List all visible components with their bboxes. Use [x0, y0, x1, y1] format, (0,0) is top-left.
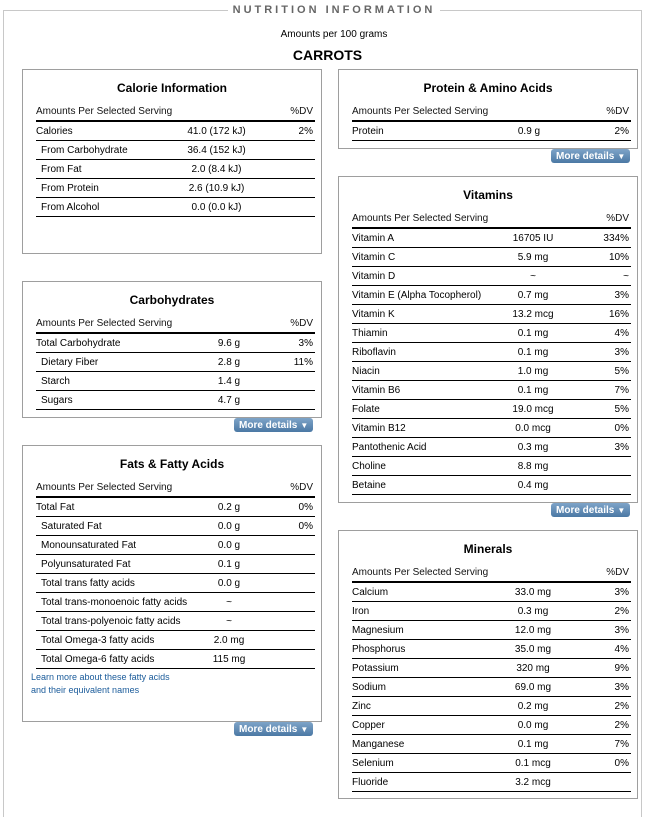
table-header: [36, 479, 315, 498]
nutrient-row: [352, 773, 631, 792]
nutrient-amount: ~: [226, 615, 232, 627]
nutrient-amount: 2.6 (10.9 kJ): [188, 182, 245, 194]
nutrient-amount: 115 mg: [212, 653, 246, 665]
nutrient-dv: 7%: [614, 384, 629, 396]
serving-label: Amounts Per Selected Serving: [352, 106, 489, 117]
nutrient-name: From Alcohol: [41, 201, 100, 213]
nutrient-amount: 33.0 mg: [514, 586, 552, 598]
nutrient-amount: 0.0 (0.0 kJ): [191, 201, 242, 213]
calorie-panel-title: Calorie Information: [116, 81, 227, 95]
nutrient-amount: 8.8 mg: [517, 460, 549, 472]
table-header: [352, 210, 631, 229]
table-header: [352, 564, 631, 583]
nutrient-amount: 0.0 g: [217, 577, 241, 589]
vitamins-more-details-button[interactable]: [551, 503, 630, 517]
nutrient-row: [36, 122, 315, 141]
nutrient-row: [36, 160, 315, 179]
nutrient-amount: 5.9 mg: [517, 251, 549, 263]
nutrient-name: Vitamin E (Alpha Tocopherol): [352, 289, 482, 301]
serving-label: Amounts Per Selected Serving: [36, 318, 173, 329]
more-details-label: More details: [239, 419, 298, 431]
nutrient-amount: ~: [530, 270, 536, 282]
nutrient-dv: 3%: [298, 337, 313, 349]
nutrient-name: Dietary Fiber: [41, 356, 99, 368]
nutrient-amount: 0.1 mg: [517, 327, 549, 339]
nutrient-row: [352, 229, 631, 248]
nutrient-dv: 0%: [298, 520, 313, 532]
carbohydrates-table: [36, 315, 315, 410]
nutrient-dv: 16%: [608, 308, 629, 320]
nutrient-amount: 0.0 mg: [517, 719, 549, 731]
dv-header: %DV: [606, 213, 629, 224]
nutrient-dv: 10%: [608, 251, 629, 263]
protein-table: [352, 103, 631, 141]
nutrient-row: [352, 286, 631, 305]
nutrient-name: From Fat: [41, 163, 82, 175]
nutrient-name: Total trans-polyenoic fatty acids: [41, 615, 181, 627]
nutrient-amount: 0.0 mcg: [515, 422, 551, 434]
frame-left-border: [3, 10, 4, 817]
dv-header: %DV: [290, 482, 313, 493]
nutrient-name: Copper: [352, 719, 385, 731]
nutrient-amount: 320 mg: [516, 662, 550, 674]
nutrient-dv: 5%: [614, 365, 629, 377]
nutrient-amount: 13.2 mcg: [512, 308, 554, 320]
nutrient-amount: 19.0 mcg: [512, 403, 554, 415]
serving-label: Amounts Per Selected Serving: [36, 482, 173, 493]
carbohydrates-more-details-button[interactable]: [234, 418, 313, 432]
nutrient-row: [36, 612, 315, 631]
carbohydrates-panel-title: Carbohydrates: [129, 293, 215, 307]
fatty-acids-learn-more-link[interactable]: [31, 671, 170, 697]
nutrient-name: Potassium: [352, 662, 399, 674]
nutrient-name: Total Omega-3 fatty acids: [41, 634, 155, 646]
table-header: [352, 103, 631, 122]
nutrient-amount: 35.0 mg: [514, 643, 552, 655]
protein-more-details-button[interactable]: [551, 149, 630, 163]
nutrient-amount: 36.4 (152 kJ): [187, 144, 246, 156]
nutrient-row: [352, 343, 631, 362]
nutrient-dv: 4%: [614, 643, 629, 655]
nutrient-name: Folate: [352, 403, 380, 415]
nutrient-row: [352, 438, 631, 457]
nutrient-row: [352, 122, 631, 141]
nutrient-name: Saturated Fat: [41, 520, 102, 532]
nutrient-row: [36, 631, 315, 650]
vitamins-panel-title: Vitamins: [463, 188, 513, 202]
nutrient-amount: 16705 IU: [512, 232, 554, 244]
nutrient-name: Calcium: [352, 586, 389, 598]
nutrient-row: [36, 593, 315, 612]
frame-right-border: [641, 10, 642, 817]
nutrient-row: [352, 602, 631, 621]
nutrient-amount: ~: [226, 596, 232, 608]
nutrient-row: [352, 324, 631, 343]
food-name: CARROTS: [292, 47, 363, 63]
nutrient-row: [36, 198, 315, 217]
nutrient-name: Vitamin K: [352, 308, 395, 320]
protein-panel-title: Protein & Amino Acids: [423, 81, 553, 95]
nutrient-row: [352, 659, 631, 678]
serving-basis: Amounts per 100 grams: [280, 29, 388, 40]
nutrient-amount: 0.1 g: [217, 558, 241, 570]
nutrient-amount: 0.7 mg: [517, 289, 549, 301]
minerals-table: [352, 564, 631, 792]
nutrient-row: [352, 419, 631, 438]
nutrient-row: [352, 267, 631, 286]
nutrient-row: [352, 583, 631, 602]
nutrient-name: Selenium: [352, 757, 394, 769]
nutrient-name: From Protein: [41, 182, 99, 194]
nutrient-amount: 12.0 mg: [514, 624, 552, 636]
nutrient-dv: 3%: [614, 289, 629, 301]
more-details-label: More details: [556, 504, 615, 516]
nutrient-dv: ~: [623, 270, 629, 282]
nutrient-dv: 3%: [614, 624, 629, 636]
nutrient-dv: 11%: [293, 356, 313, 368]
nutrient-dv: 2%: [614, 700, 629, 712]
nutrient-dv: 5%: [614, 403, 629, 415]
link-line-2: and their equivalent names: [31, 685, 140, 695]
nutrient-row: [352, 640, 631, 659]
nutrient-row: [352, 248, 631, 267]
nutrient-row: [36, 353, 315, 372]
nutrient-dv: 0%: [614, 422, 629, 434]
nutrient-row: [36, 536, 315, 555]
nutrient-name: Total trans-monoenoic fatty acids: [41, 596, 188, 608]
triangle-down-icon: ▼: [300, 420, 309, 430]
dv-header: %DV: [606, 106, 629, 117]
nutrient-amount: 0.4 mg: [517, 479, 549, 491]
nutrient-name: Starch: [41, 375, 70, 387]
nutrient-row: [36, 650, 315, 669]
nutrient-amount: 1.4 g: [217, 375, 241, 387]
nutrient-name: Vitamin D: [352, 270, 396, 282]
nutrient-name: Monounsaturated Fat: [41, 539, 137, 551]
nutrient-row: [352, 678, 631, 697]
nutrient-amount: 4.7 g: [217, 394, 241, 406]
nutrient-amount: 2.0 mg: [213, 634, 245, 646]
nutrient-name: Total Fat: [36, 501, 75, 513]
nutrient-name: Magnesium: [352, 624, 404, 636]
nutrient-row: [352, 476, 631, 495]
triangle-down-icon: ▼: [617, 505, 626, 515]
nutrient-name: Protein: [352, 125, 384, 137]
nutrient-dv: 4%: [614, 327, 629, 339]
nutrient-row: [36, 141, 315, 160]
table-header: [36, 315, 315, 334]
nutrient-row: [352, 362, 631, 381]
nutrient-name: Niacin: [352, 365, 380, 377]
carbohydrates-panel: [22, 281, 322, 418]
nutrient-amount: 0.9 g: [517, 125, 541, 137]
nutrient-row: [352, 457, 631, 476]
nutrient-dv: 2%: [298, 125, 313, 137]
nutrient-dv: 2%: [614, 719, 629, 731]
nutrient-row: [36, 372, 315, 391]
fats-more-details-button[interactable]: [234, 722, 313, 736]
nutrient-row: [36, 334, 315, 353]
nutrient-dv: 3%: [614, 586, 629, 598]
nutrient-dv: 7%: [614, 738, 629, 750]
nutrient-dv: 3%: [614, 346, 629, 358]
nutrient-dv: 2%: [614, 605, 629, 617]
nutrient-name: From Carbohydrate: [41, 144, 128, 156]
nutrient-amount: 0.3 mg: [517, 441, 549, 453]
nutrient-name: Sodium: [352, 681, 386, 693]
nutrient-amount: 0.0 g: [217, 539, 241, 551]
fats-table: [36, 479, 315, 669]
dv-header: %DV: [606, 567, 629, 578]
nutrient-name: Total trans fatty acids: [41, 577, 135, 589]
nutrient-name: Vitamin B12: [352, 422, 406, 434]
table-header: [36, 103, 315, 122]
nutrient-dv: 0%: [298, 501, 313, 513]
nutrient-amount: 0.2 mg: [517, 700, 549, 712]
nutrient-row: [352, 400, 631, 419]
nutrient-amount: 2.8 g: [217, 356, 241, 368]
nutrient-row: [352, 697, 631, 716]
nutrient-name: Polyunsaturated Fat: [41, 558, 131, 570]
calorie-table: [36, 103, 315, 217]
nutrient-dv: 3%: [614, 681, 629, 693]
serving-label: Amounts Per Selected Serving: [352, 567, 489, 578]
nutrient-name: Iron: [352, 605, 370, 617]
nutrient-dv: 3%: [614, 441, 629, 453]
nutrient-amount: 0.1 mcg: [515, 757, 551, 769]
nutrient-row: [36, 574, 315, 593]
more-details-label: More details: [556, 150, 615, 162]
nutrient-row: [352, 754, 631, 773]
nutrient-name: Total Carbohydrate: [36, 337, 121, 349]
nutrient-amount: 3.2 mcg: [515, 776, 551, 788]
nutrient-name: Phosphorus: [352, 643, 406, 655]
protein-panel: [338, 69, 638, 149]
nutrient-name: Total Omega-6 fatty acids: [41, 653, 155, 665]
nutrient-name: Betaine: [352, 479, 386, 491]
minerals-panel: [338, 530, 638, 799]
nutrient-name: Vitamin C: [352, 251, 396, 263]
nutrient-row: [36, 179, 315, 198]
nutrient-name: Riboflavin: [352, 346, 396, 358]
dv-header: %DV: [290, 106, 313, 117]
nutrient-amount: 41.0 (172 kJ): [187, 125, 246, 137]
triangle-down-icon: ▼: [617, 151, 626, 161]
nutrient-row: [352, 305, 631, 324]
nutrient-dv: 9%: [614, 662, 629, 674]
nutrient-name: Vitamin A: [352, 232, 395, 244]
nutrient-amount: 0.0 g: [217, 520, 241, 532]
nutrient-amount: 9.6 g: [217, 337, 241, 349]
nutrient-name: Thiamin: [352, 327, 388, 339]
nutrient-name: Pantothenic Acid: [352, 441, 427, 453]
nutrient-amount: 0.2 g: [217, 501, 241, 513]
vitamins-panel: [338, 176, 638, 503]
calorie-panel: [22, 69, 322, 254]
nutrient-name: Zinc: [352, 700, 371, 712]
nutrient-name: Fluoride: [352, 776, 389, 788]
nutrient-row: [352, 381, 631, 400]
nutrient-amount: 2.0 (8.4 kJ): [191, 163, 242, 175]
nutrient-amount: 69.0 mg: [514, 681, 552, 693]
nutrient-row: [36, 498, 315, 517]
nutrient-name: Manganese: [352, 738, 405, 750]
nutrient-dv: 2%: [614, 125, 629, 137]
nutrient-amount: 0.3 mg: [517, 605, 549, 617]
nutrient-name: Vitamin B6: [352, 384, 401, 396]
nutrient-dv: 334%: [603, 232, 629, 244]
nutrient-amount: 1.0 mg: [517, 365, 549, 377]
nutrient-row: [352, 716, 631, 735]
nutrient-name: Sugars: [41, 394, 73, 406]
section-title: NUTRITION INFORMATION: [232, 4, 436, 16]
minerals-panel-title: Minerals: [463, 542, 513, 556]
link-line-1: Learn more about these fatty acids: [31, 672, 170, 682]
nutrient-amount: 0.1 mg: [517, 384, 549, 396]
more-details-label: More details: [239, 723, 298, 735]
nutrient-row: [36, 391, 315, 410]
nutrient-amount: 0.1 mg: [517, 346, 549, 358]
vitamins-table: [352, 210, 631, 495]
nutrient-name: Choline: [352, 460, 386, 472]
nutrient-row: [352, 621, 631, 640]
fats-panel-title: Fats & Fatty Acids: [119, 457, 225, 471]
dv-header: %DV: [290, 318, 313, 329]
triangle-down-icon: ▼: [300, 724, 309, 734]
nutrient-row: [36, 555, 315, 574]
serving-label: Amounts Per Selected Serving: [352, 213, 489, 224]
nutrient-dv: 0%: [614, 757, 629, 769]
serving-label: Amounts Per Selected Serving: [36, 106, 173, 117]
nutrient-name: Calories: [36, 125, 73, 137]
nutrient-row: [352, 735, 631, 754]
nutrient-amount: 0.1 mg: [517, 738, 549, 750]
nutrient-row: [36, 517, 315, 536]
